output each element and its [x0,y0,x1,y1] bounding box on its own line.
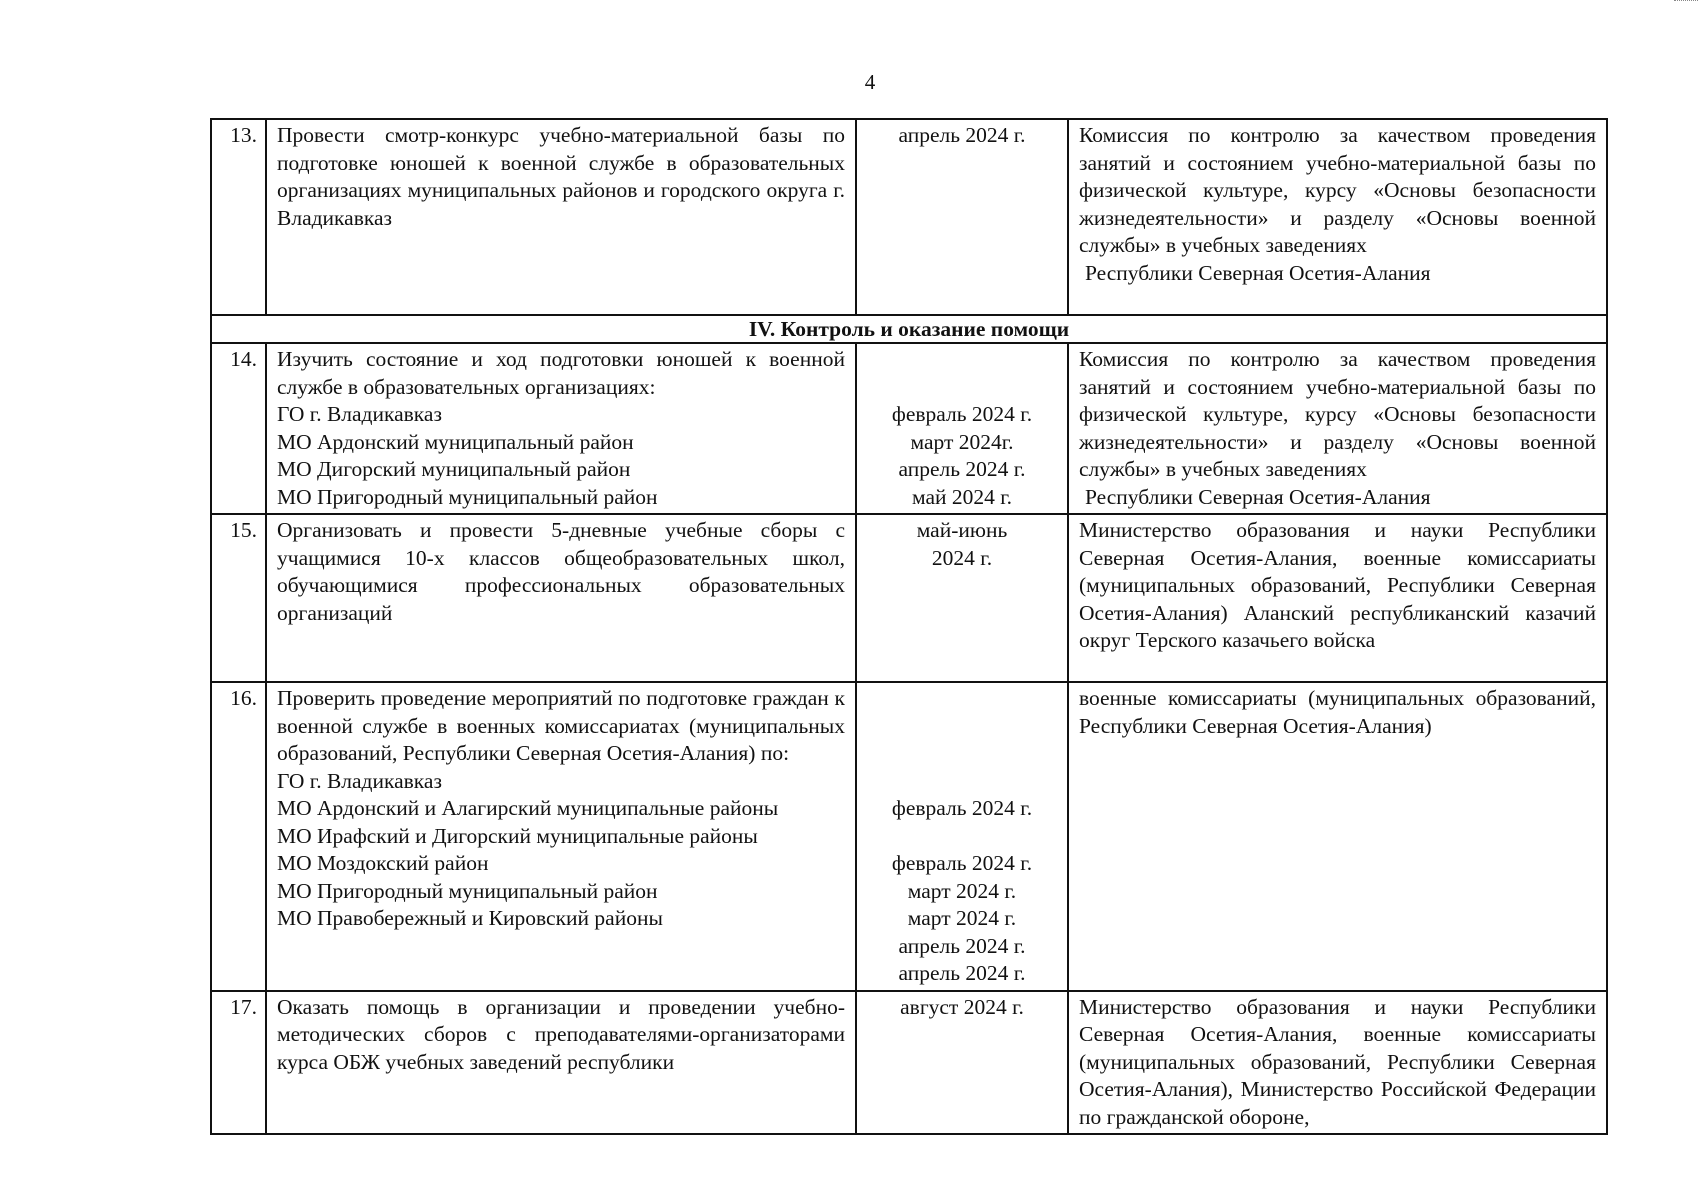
task-text: Организовать и провести 5-дневные учебные сборы с учащимися 10-х классов общеобразовательных школ, обучающимися профессиональных образовательных организаций [277,518,845,625]
table-row [211,514,1607,682]
date-cell [856,991,1068,1135]
task-text: Оказать помощь в организации и проведении учебно-методических сборов с преподавателями-организаторами курса ОБЖ учебных заведений республики [277,994,845,1074]
task-text: Изучить состояние и ход подготовки юношей к военной службе в образовательных организациях: [277,347,845,399]
date-text: март 2024 г. [907,878,1017,903]
table-row [211,682,1607,991]
date-text: май-июнь [916,518,1008,542]
task-text: Проверить проведение мероприятий по подготовке граждан к военной службе в военных комиссариатах (муниципальных образований, Республики Северная Осетия-Алания) по: [277,686,845,765]
task-cell [266,514,856,682]
responsible-text: Комиссия по контролю за качеством проведения занятий и состоянием учебно-материальной базы по физической культуре, курсу «Основы безопасности жизнедеятельности» и разделу «Основы военной службы» в учебных заведениях [1079,347,1596,481]
date-text: апрель 2024 г. [898,961,1026,985]
page-number: 4 [864,70,876,94]
responsible-text: Министерство образования и науки Республики Северная Осетия-Алания, военные комиссариаты (муниципальных образований, Республики Северная Осетия-Алания) Аланский республиканский казачий округ Терского казачьего войска [1079,518,1596,652]
date-cell [856,343,1068,514]
responsible-cell [1068,119,1607,315]
date-text: февраль 2024 г. [891,402,1033,426]
row-number: 16. [211,682,266,991]
responsible-cell [1068,343,1607,514]
date-text: март 2024 г. [907,906,1017,930]
row-number: 13. [211,119,266,315]
list-item: МО Пригородный муниципальный район [277,484,658,509]
date-text: февраль 2024 г. [891,851,1033,875]
responsible-text-last: Республики Северная Осетия-Алания [1085,484,1431,509]
row-number: 17. [211,991,266,1135]
task-cell [266,991,856,1135]
list-item: МО Правобережный и Кировский районы [277,906,663,930]
list-item: МО Ардонский и Алагирский муниципальные районы [277,796,779,820]
responsible-text: Комиссия по контролю за качеством проведения занятий и состоянием учебно-материальной базы по физической культуре, курсу «Основы безопасности жизнедеятельности» и разделу «Основы военной службы» в учебных заведениях [1079,123,1596,257]
list-item: ГО г. Владикавказ [277,768,442,793]
date-cell [856,119,1068,315]
list-item: МО Дигорский муниципальный район [277,457,631,481]
date-text: апрель 2024 г. [898,123,1026,147]
responsible-text: военные комиссариаты (муниципальных образований, Республики Северная Осетия-Алания) [1079,686,1596,738]
task-cell [266,343,856,514]
scan-corner-mark [1674,0,1698,7]
date-text: апрель 2024 г. [898,457,1026,481]
row-number: 14. [211,343,266,514]
list-item: МО Моздокский район [277,851,489,875]
section-header-row [211,315,1607,343]
date-cell [856,682,1068,991]
date-cell [856,514,1068,682]
date-text: август 2024 г. [900,994,1024,1019]
section-title: IV. Контроль и оказание помощи [211,315,1607,343]
task-text: Провести смотр-конкурс учебно-материальной базы по подготовке юношей к военной службе в образовательных организациях муниципальных районов и городского округа г. Владикавказ [277,123,845,230]
responsible-cell [1068,991,1607,1135]
date-text: май 2024 г. [911,484,1013,509]
responsible-cell [1068,682,1607,991]
list-item: ГО г. Владикавказ [277,402,442,426]
date-text: апрель 2024 г. [898,933,1026,958]
table-row [211,119,1607,315]
date-text: февраль 2024 г. [891,796,1033,820]
responsible-cell [1068,514,1607,682]
list-item: МО Ирафский и Дигорский муниципальные районы [277,823,758,848]
table-row [211,991,1607,1135]
responsible-text-last: Республики Северная Осетия-Алания [1085,260,1431,285]
row-number: 15. [211,514,266,682]
activity-plan-table [210,118,1608,1135]
task-cell [266,119,856,315]
date-text: март 2024г. [910,429,1014,454]
responsible-text: Министерство образования и науки Республики Северная Осетия-Алания, военные комиссариаты (муниципальных образований, Республики Северная Осетия-Алания), Министерство Российской Федерации по гражданской обороне, [1079,994,1596,1129]
date-text: 2024 г. [931,545,993,570]
task-cell [266,682,856,991]
list-item: МО Ардонский муниципальный район [277,429,634,454]
list-item: МО Пригородный муниципальный район [277,878,658,903]
table-row [211,343,1607,514]
